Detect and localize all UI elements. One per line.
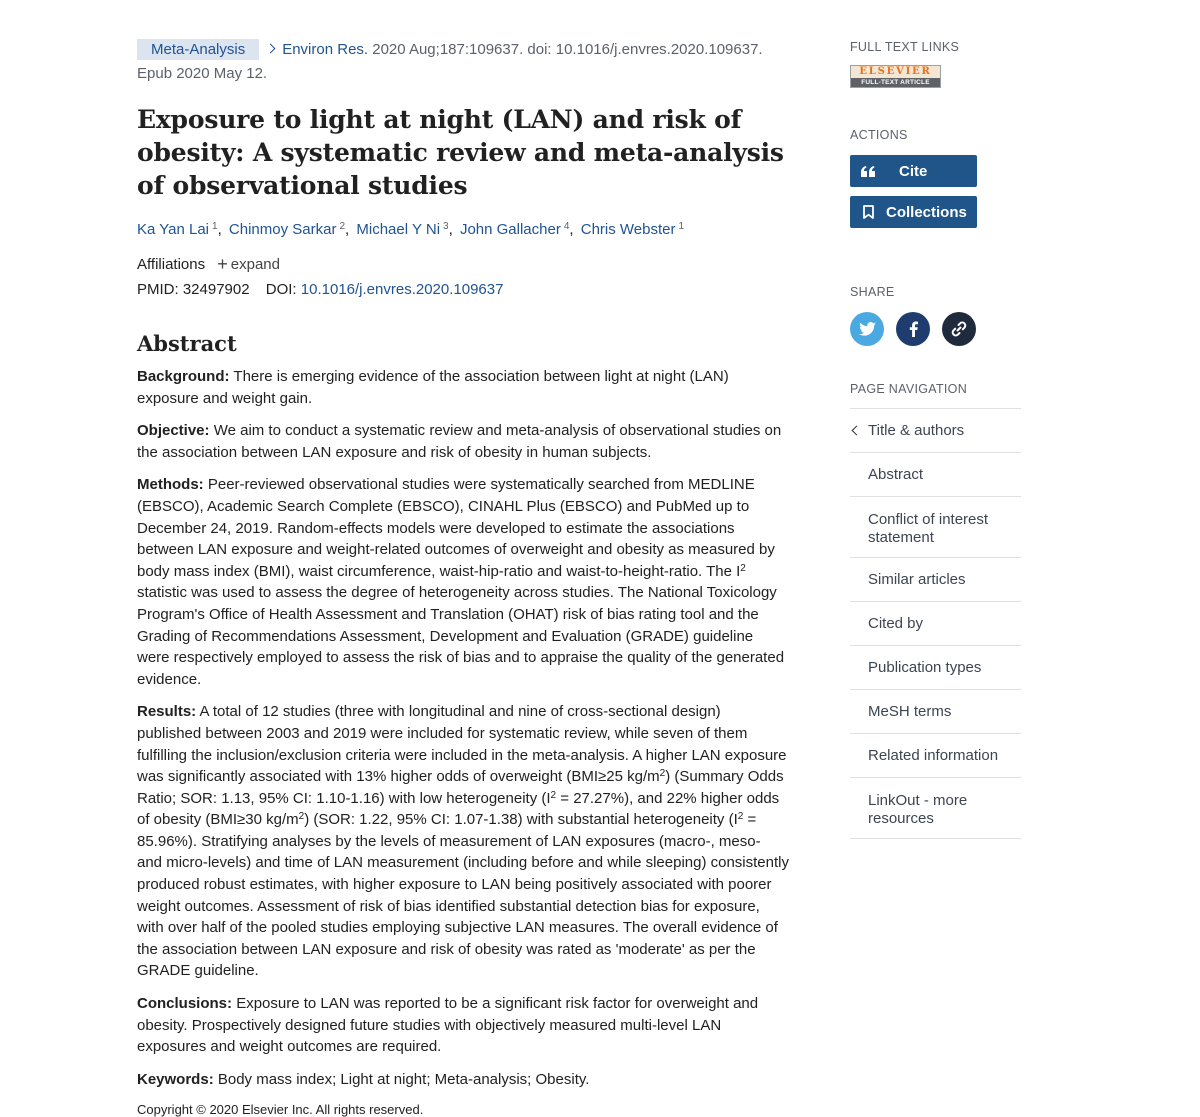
author-link[interactable]: Chris Webster: [580, 221, 676, 238]
chevron-right-icon: [266, 44, 276, 54]
author-list: Ka Yan Lai $^1$, Chinmoy Sarkar $^2$, Michael Y Ni $^3$, John Gallacher $^4$, Chris Webster $^1$: [137, 221, 685, 238]
author-affiliation-number[interactable]: 4: [563, 221, 570, 232]
affiliations-row: [137, 252, 789, 276]
bookmark-icon: [850, 205, 886, 219]
identifiers-row: [137, 279, 789, 301]
nav-item-related-information[interactable]: Related information: [850, 734, 1021, 778]
nav-item-conflict-of-interest[interactable]: Conflict of interest statement: [850, 497, 1021, 558]
abstract-conclusions: Conclusions: Exposure to LAN was reported to be a significant risk factor for overweight and obesity. Prospectively designed future studies with objectively measured multi-level LAN exposures and weight outcomes are required.: [137, 995, 759, 1056]
abstract-methods: Methods: Peer-reviewed observational studies were systematically searched from MEDLINE (EBSCO), Academic Search Complete (EBSCO), CINAHL Plus (EBSCO) and PubMed up to December 24, 2019. Random-effects models were developed to estimate the associations between LAN exposure and weight-related outcomes of overweight and obesity as measured by body mass index (BMI), waist circumference, waist-hip-ratio and waist-to-height-ratio. The $I^2$ statistic was used to assess the degree of heterogeneity across studies. The National Toxicology Program's Office of Health Assessment and Translation (OHAT) risk of bias rating tool and the Grading of Recommendations Assessment, Development and Evaluation (GRADE) guideline were respectively employed to assess the risk of bias and to appraise the quality of the generated evidence.: [137, 476, 785, 688]
nav-item-title-authors[interactable]: Title & authors: [850, 409, 1021, 453]
abstract-objective: Objective: We aim to conduct a systematic review and meta-analysis of observational studies on the association between LAN exposure and risk of obesity in human subjects.: [137, 422, 782, 461]
epub-date: Epub 2020 May 12.: [137, 65, 268, 82]
journal-link[interactable]: Environ Res.: [282, 41, 369, 58]
author-affiliation-number[interactable]: 1: [212, 221, 218, 232]
plus-icon: +: [217, 254, 228, 274]
affiliations-label: Affiliations: [137, 256, 206, 273]
quote-icon: [850, 166, 886, 177]
pmid-label: PMID:: [137, 281, 179, 298]
actions-heading: ACTIONS: [850, 128, 908, 142]
citation-text: 2020 Aug;187:109637. doi: 10.1016/j.envres.2020.109637.: [372, 41, 763, 58]
author-affiliation-number[interactable]: 2: [339, 221, 346, 232]
nav-item-mesh-terms[interactable]: MeSH terms: [850, 690, 1021, 734]
share-heading: SHARE: [850, 285, 895, 299]
facebook-share-button[interactable]: [896, 312, 930, 346]
twitter-icon: [859, 322, 876, 336]
cite-button[interactable]: Cite: [850, 155, 977, 187]
doi-label: DOI:: [265, 281, 297, 298]
link-icon: [950, 320, 968, 338]
page-navigation-heading: PAGE NAVIGATION: [850, 382, 968, 396]
elsevier-full-text-label: FULL-TEXT ARTICLE: [851, 78, 940, 87]
elsevier-logo-text: ELSEVIER: [851, 66, 940, 78]
author-link[interactable]: Ka Yan Lai: [137, 221, 210, 238]
pmid-value: 32497902: [182, 281, 250, 298]
page-navigation: [850, 408, 1021, 839]
full-text-links-heading: FULL TEXT LINKS: [850, 40, 960, 54]
nav-item-linkout[interactable]: LinkOut - more resources: [850, 778, 1021, 839]
article-citation-header: [137, 38, 789, 86]
expand-affiliations-button[interactable]: + expand: [217, 254, 280, 274]
abstract-results: Results: A total of 12 studies (three with longitudinal and nine of cross-sectional design) published between 2003 and 2019 were included for systematic review, while seven of them fulfilling the inclusion/exclusion criteria were included in the meta-analysis. A higher LAN exposure was significantly associated with 13% higher odds of overweight (BMI≥25 $kg/m^2$) (Summary Odds Ratio; SOR: 1.13, 95% CI: 1.10-1.16) with low heterogeneity $(I^2 = 27.27\%)$, and 22% higher odds of obesity (BMI≥30 $kg/m^2$) (SOR: 1.22, 95% CI: 1.07-1.38) with substantial heterogeneity $(I^2 = 85.96\%)$. Stratifying analyses by the levels of measurement of LAN exposures (macro-, meso- and micro-levels) and time of LAN measurement (including before and while sleeping) consistently produced robust estimates, with higher exposure to LAN being positively associated with poorer weight outcomes. Assessment of risk of bias identified substantial detection bias for exposure, with over half of the pooled studies employing subjective LAN measures. The overall evidence of the association between LAN exposure and risk of obesity was rated as 'moderate' as per the GRADE guideline.: [137, 703, 789, 980]
article-title: Exposure to light at night (LAN) and risk of obesity: A systematic review and meta-analysis of observational studies: [137, 105, 784, 200]
author-link[interactable]: Michael Y Ni: [356, 221, 441, 238]
twitter-share-button[interactable]: [850, 312, 884, 346]
nav-item-abstract[interactable]: Abstract: [850, 453, 1021, 497]
author-affiliation-number[interactable]: 1: [678, 221, 685, 232]
chevron-left-icon: [852, 426, 862, 436]
author-link[interactable]: Chinmoy Sarkar: [228, 221, 337, 238]
abstract-heading: Abstract: [137, 331, 237, 356]
facebook-icon: [909, 321, 918, 337]
copyright-notice: Copyright © 2020 Elsevier Inc. All rights reserved.: [137, 1102, 424, 1117]
publication-type-badge[interactable]: Meta-Analysis: [137, 39, 259, 60]
author-link[interactable]: John Gallacher: [459, 221, 561, 238]
doi-link[interactable]: 10.1016/j.envres.2020.109637: [300, 281, 504, 298]
abstract-keywords: Keywords: Body mass index; Light at night; Meta-analysis; Obesity.: [137, 1070, 590, 1088]
sidebar: [850, 40, 1021, 839]
nav-item-publication-types[interactable]: Publication types: [850, 646, 1021, 690]
copy-link-button[interactable]: [942, 312, 976, 346]
elsevier-full-text-link[interactable]: [850, 65, 941, 88]
article-main: [137, 38, 789, 1117]
share-buttons: [850, 312, 1021, 346]
collections-button[interactable]: Collections: [850, 196, 977, 228]
author-affiliation-number[interactable]: 3: [443, 221, 449, 232]
abstract-background: Background: There is emerging evidence of the association between light at night (LAN) exposure and weight gain.: [137, 368, 729, 407]
nav-item-similar-articles[interactable]: Similar articles: [850, 558, 1021, 602]
nav-item-cited-by[interactable]: Cited by: [850, 602, 1021, 646]
